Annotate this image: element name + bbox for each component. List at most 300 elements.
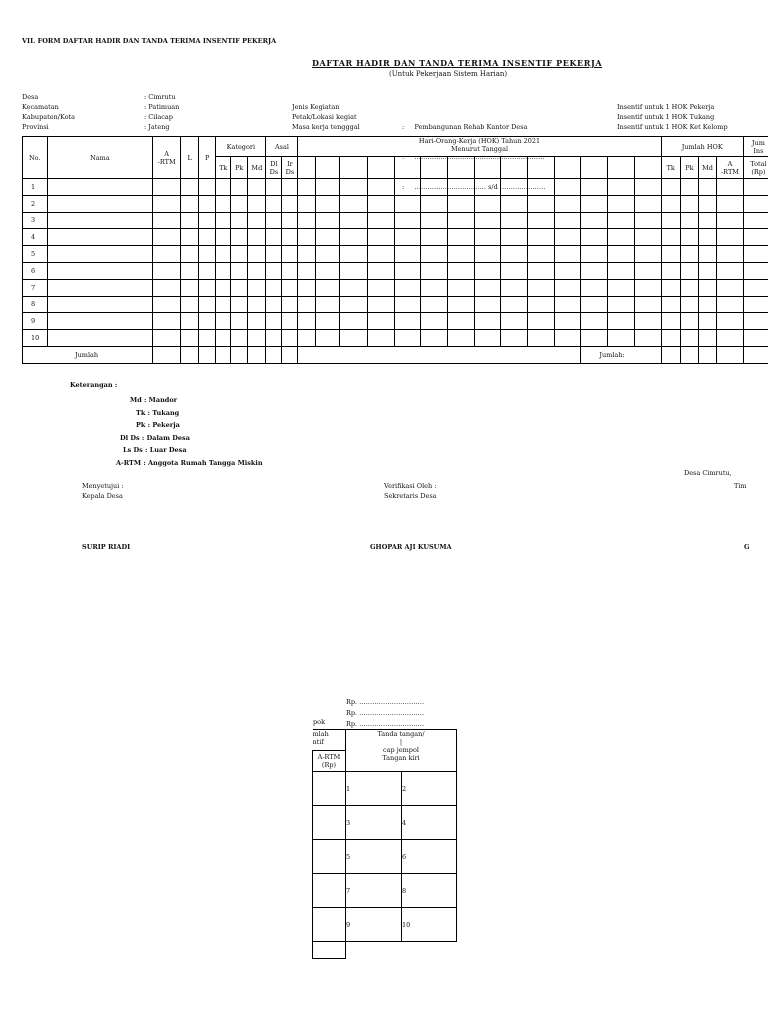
ttd-label: Tanda tangan/ bbox=[377, 730, 425, 738]
keterangan-item: Tk : Tukang bbox=[136, 408, 180, 417]
table-cell bbox=[717, 229, 744, 246]
table-cell bbox=[661, 246, 680, 263]
table-cell bbox=[153, 246, 181, 263]
table-cell bbox=[421, 313, 448, 330]
table-row bbox=[23, 246, 768, 263]
table-cell bbox=[717, 346, 744, 363]
table-cell bbox=[231, 346, 248, 363]
table-cell bbox=[340, 296, 368, 313]
rp-line-1: Rp. ………………………… bbox=[346, 698, 425, 706]
sekretaris-label: Sekretaris Desa bbox=[384, 492, 437, 500]
table-cell bbox=[661, 330, 680, 347]
table-cell bbox=[421, 279, 448, 296]
table-cell bbox=[248, 262, 266, 279]
date-col bbox=[634, 157, 661, 179]
hok-md: Md bbox=[698, 157, 716, 179]
p2-signature-cell: 6 bbox=[402, 840, 457, 874]
p2-signature-cell: 2 bbox=[402, 772, 457, 806]
info-kabupaten-value: : Cilacap bbox=[144, 113, 173, 121]
table-cell bbox=[421, 212, 448, 229]
table-cell bbox=[47, 246, 153, 263]
table-cell bbox=[153, 330, 181, 347]
table-cell bbox=[181, 195, 199, 212]
col-dl-ds: Dl Ds bbox=[266, 157, 282, 179]
table-cell bbox=[282, 229, 298, 246]
table-row bbox=[23, 296, 768, 313]
table-cell bbox=[181, 246, 199, 263]
table-cell bbox=[394, 246, 421, 263]
table-cell bbox=[199, 279, 216, 296]
table-cell bbox=[394, 179, 421, 196]
table-cell bbox=[298, 195, 315, 212]
table-cell bbox=[421, 296, 448, 313]
table-cell bbox=[501, 330, 528, 347]
table-cell bbox=[661, 262, 680, 279]
table-row bbox=[23, 330, 768, 347]
col-ir-ds: Ir Ds bbox=[282, 157, 298, 179]
table-cell bbox=[447, 262, 474, 279]
table-cell bbox=[743, 195, 768, 212]
table-cell bbox=[199, 212, 216, 229]
date-col bbox=[394, 157, 421, 179]
table-cell bbox=[394, 195, 421, 212]
table-cell bbox=[216, 279, 231, 296]
table-cell bbox=[231, 279, 248, 296]
table-cell bbox=[717, 296, 744, 313]
col-asal: Asal bbox=[266, 137, 298, 157]
table-cell bbox=[581, 229, 608, 246]
table-cell bbox=[315, 179, 340, 196]
table-cell bbox=[340, 313, 368, 330]
table-cell bbox=[248, 229, 266, 246]
table-cell bbox=[153, 229, 181, 246]
table-cell bbox=[340, 262, 368, 279]
table-cell bbox=[680, 330, 698, 347]
table-cell bbox=[181, 330, 199, 347]
col-no: No. bbox=[23, 137, 48, 179]
table-cell bbox=[743, 296, 768, 313]
verifikasi-label: Verifikasi Oleh : bbox=[384, 482, 437, 490]
table-cell bbox=[634, 279, 661, 296]
col-artm: A -RTM bbox=[153, 137, 181, 179]
table-cell bbox=[298, 179, 315, 196]
table-cell bbox=[266, 246, 282, 263]
place-date: Desa Cimrutu, bbox=[684, 469, 732, 477]
table-row bbox=[23, 212, 768, 229]
date-col bbox=[340, 157, 368, 179]
page-title: DAFTAR HADIR DAN TANDA TERIMA INSENTIF PEKERJA bbox=[312, 58, 603, 68]
table-cell bbox=[421, 246, 448, 263]
table-cell bbox=[340, 246, 368, 263]
p2-signature-cell: 7 bbox=[346, 874, 402, 908]
table-cell bbox=[181, 346, 199, 363]
table-cell bbox=[266, 229, 282, 246]
table-cell bbox=[680, 313, 698, 330]
table-cell bbox=[634, 262, 661, 279]
table-cell bbox=[367, 296, 394, 313]
table-cell bbox=[248, 179, 266, 196]
page-subtitle: (Untuk Pekerjaan Sistem Harian) bbox=[389, 70, 508, 78]
info-provinsi-label: Provinsi bbox=[22, 123, 49, 131]
table-cell bbox=[527, 229, 554, 246]
row-number: 3 bbox=[23, 212, 48, 229]
table-cell bbox=[231, 195, 248, 212]
table-cell bbox=[282, 262, 298, 279]
table-cell bbox=[266, 296, 282, 313]
table-cell bbox=[447, 313, 474, 330]
table-cell bbox=[634, 246, 661, 263]
table-cell bbox=[153, 313, 181, 330]
hok-subtitle: Menurut Tanggal bbox=[451, 145, 509, 153]
table-cell bbox=[501, 279, 528, 296]
table-cell bbox=[199, 262, 216, 279]
table-cell bbox=[554, 195, 581, 212]
table-cell bbox=[698, 279, 716, 296]
table-cell bbox=[266, 330, 282, 347]
rp-line-2: Rp. ………………………… bbox=[346, 709, 425, 717]
table-cell bbox=[527, 212, 554, 229]
p2-signature-cell: 1 bbox=[346, 772, 402, 806]
tim-label: Tim bbox=[734, 482, 747, 490]
table-cell bbox=[608, 212, 635, 229]
table-cell bbox=[474, 195, 501, 212]
signature-table bbox=[312, 729, 457, 959]
table-cell bbox=[394, 262, 421, 279]
info-desa-label: Desa bbox=[22, 93, 39, 101]
table-cell bbox=[266, 179, 282, 196]
p2-row bbox=[313, 772, 457, 806]
table-cell bbox=[447, 179, 474, 196]
keterangan-list bbox=[116, 394, 263, 470]
table-cell bbox=[216, 330, 231, 347]
table-cell bbox=[367, 212, 394, 229]
table-cell bbox=[47, 262, 153, 279]
table-cell bbox=[181, 212, 199, 229]
ttd-bar: | bbox=[399, 738, 403, 746]
p2-row bbox=[313, 908, 457, 942]
p2-signature-cell: 5 bbox=[346, 840, 402, 874]
table-cell bbox=[680, 279, 698, 296]
keterangan-item: A-RTM : Anggota Rumah Tangga Miskin bbox=[116, 458, 263, 467]
p2-row bbox=[313, 840, 457, 874]
table-cell bbox=[315, 279, 340, 296]
info-right bbox=[617, 102, 728, 132]
table-cell bbox=[581, 246, 608, 263]
row-number: 6 bbox=[23, 262, 48, 279]
table-cell bbox=[282, 179, 298, 196]
table-cell bbox=[153, 179, 181, 196]
table-cell bbox=[47, 296, 153, 313]
table-cell bbox=[47, 313, 153, 330]
info-mid-labels bbox=[292, 102, 360, 132]
table-cell bbox=[282, 212, 298, 229]
table-cell bbox=[153, 212, 181, 229]
table-cell bbox=[181, 179, 199, 196]
col-kategori: Kategori bbox=[216, 137, 266, 157]
table-cell bbox=[421, 195, 448, 212]
jumlah-gap bbox=[298, 346, 581, 363]
table-cell bbox=[527, 246, 554, 263]
table-cell bbox=[661, 346, 680, 363]
table-cell bbox=[282, 346, 298, 363]
table-cell bbox=[394, 330, 421, 347]
kepala-desa-label: Kepala Desa bbox=[82, 492, 123, 500]
jumlah-label: Jumlah bbox=[23, 346, 153, 363]
table-cell bbox=[474, 179, 501, 196]
table-cell bbox=[199, 330, 216, 347]
info-provinsi-value: : Jateng bbox=[144, 123, 170, 131]
table-cell bbox=[661, 195, 680, 212]
table-cell bbox=[634, 179, 661, 196]
table-row bbox=[23, 279, 768, 296]
table-cell bbox=[231, 229, 248, 246]
table-cell bbox=[634, 212, 661, 229]
table-cell bbox=[282, 330, 298, 347]
table-cell bbox=[581, 262, 608, 279]
table-cell bbox=[282, 313, 298, 330]
table-cell bbox=[743, 212, 768, 229]
table-cell bbox=[717, 246, 744, 263]
table-cell bbox=[680, 262, 698, 279]
table-cell bbox=[743, 346, 768, 363]
table-cell bbox=[47, 179, 153, 196]
table-cell bbox=[474, 313, 501, 330]
table-row bbox=[23, 195, 768, 212]
table-cell bbox=[743, 279, 768, 296]
table-row bbox=[23, 229, 768, 246]
table-cell bbox=[447, 279, 474, 296]
table-cell bbox=[661, 313, 680, 330]
table-cell bbox=[527, 296, 554, 313]
col-total: Total (Rp) bbox=[743, 157, 768, 179]
cap-jempol-label: cap jempol bbox=[383, 746, 419, 754]
table-cell bbox=[527, 179, 554, 196]
table-cell bbox=[501, 179, 528, 196]
hok-title: Hari-Orang-Kerja (HOK) Tahun 2021 bbox=[418, 137, 541, 145]
row-number: 10 bbox=[23, 330, 48, 347]
table-cell bbox=[216, 246, 231, 263]
table-cell bbox=[501, 212, 528, 229]
table-cell bbox=[447, 229, 474, 246]
table-cell bbox=[231, 212, 248, 229]
table-cell bbox=[153, 279, 181, 296]
table-cell bbox=[153, 195, 181, 212]
table-cell bbox=[698, 195, 716, 212]
table-cell bbox=[199, 195, 216, 212]
table-cell bbox=[153, 296, 181, 313]
table-cell bbox=[501, 296, 528, 313]
table-cell bbox=[581, 179, 608, 196]
table-cell bbox=[248, 246, 266, 263]
table-cell bbox=[340, 279, 368, 296]
table-cell bbox=[248, 346, 266, 363]
p2-row bbox=[313, 874, 457, 908]
table-cell bbox=[554, 262, 581, 279]
table-cell bbox=[680, 195, 698, 212]
table-cell bbox=[315, 212, 340, 229]
col-l: L bbox=[181, 137, 199, 179]
table-cell bbox=[581, 296, 608, 313]
table-cell bbox=[698, 296, 716, 313]
table-row bbox=[23, 262, 768, 279]
table-cell bbox=[581, 279, 608, 296]
date-col bbox=[527, 157, 554, 179]
table-cell bbox=[680, 296, 698, 313]
col-hok bbox=[298, 137, 661, 157]
table-cell bbox=[717, 313, 744, 330]
table-cell bbox=[581, 330, 608, 347]
menyetujui-label: Menyetujui : bbox=[82, 482, 124, 490]
table-cell bbox=[680, 212, 698, 229]
table-cell bbox=[248, 195, 266, 212]
table-cell bbox=[315, 246, 340, 263]
pok-label: pok bbox=[313, 718, 326, 726]
attendance-table bbox=[22, 136, 768, 364]
table-cell bbox=[47, 229, 153, 246]
table-cell bbox=[743, 246, 768, 263]
info-desa-value: : Cimrutu bbox=[144, 93, 176, 101]
table-cell bbox=[698, 179, 716, 196]
signer-kepala: SURIP RIADI bbox=[82, 543, 131, 551]
col-p: P bbox=[199, 137, 216, 179]
table-cell bbox=[216, 262, 231, 279]
p2-artm: A-RTM (Rp) bbox=[313, 751, 346, 772]
table-cell bbox=[661, 179, 680, 196]
table-cell bbox=[608, 262, 635, 279]
hok-tk: Tk bbox=[661, 157, 680, 179]
table-cell bbox=[394, 279, 421, 296]
date-col bbox=[315, 157, 340, 179]
date-col bbox=[447, 157, 474, 179]
table-cell bbox=[608, 179, 635, 196]
table-cell bbox=[340, 229, 368, 246]
table-cell bbox=[474, 296, 501, 313]
table-cell bbox=[340, 212, 368, 229]
table-cell bbox=[298, 262, 315, 279]
table-cell bbox=[501, 262, 528, 279]
table-cell bbox=[421, 229, 448, 246]
table-cell bbox=[47, 279, 153, 296]
table-cell bbox=[367, 246, 394, 263]
table-cell bbox=[661, 296, 680, 313]
table-cell bbox=[554, 296, 581, 313]
table-cell bbox=[554, 313, 581, 330]
table-cell bbox=[298, 229, 315, 246]
table-cell bbox=[661, 229, 680, 246]
table-row bbox=[23, 179, 768, 196]
p2-signature-cell: 8 bbox=[402, 874, 457, 908]
table-cell bbox=[266, 313, 282, 330]
table-cell bbox=[698, 246, 716, 263]
p2-jumlah-insentif: mlah ntif bbox=[313, 730, 346, 751]
table-cell bbox=[266, 346, 282, 363]
table-cell bbox=[421, 330, 448, 347]
table-cell bbox=[248, 330, 266, 347]
table-cell bbox=[282, 195, 298, 212]
table-cell bbox=[698, 346, 716, 363]
table-cell bbox=[367, 179, 394, 196]
table-cell bbox=[581, 313, 608, 330]
row-number: 5 bbox=[23, 246, 48, 263]
table-cell bbox=[231, 179, 248, 196]
p2-empty bbox=[346, 942, 457, 959]
table-cell bbox=[298, 246, 315, 263]
table-cell bbox=[501, 246, 528, 263]
date-col bbox=[501, 157, 528, 179]
table-cell bbox=[282, 246, 298, 263]
p2-ttd-header bbox=[346, 730, 457, 772]
row-number: 2 bbox=[23, 195, 48, 212]
table-cell bbox=[266, 212, 282, 229]
table-cell bbox=[581, 195, 608, 212]
table-cell bbox=[216, 179, 231, 196]
table-cell bbox=[501, 313, 528, 330]
table-cell bbox=[340, 330, 368, 347]
table-cell bbox=[216, 229, 231, 246]
table-cell bbox=[231, 262, 248, 279]
section-title: VII. FORM DAFTAR HADIR DAN TANDA TERIMA INSENTIF PEKERJA bbox=[22, 37, 277, 45]
table-cell bbox=[199, 296, 216, 313]
table-cell bbox=[680, 346, 698, 363]
table-cell bbox=[447, 195, 474, 212]
table-cell bbox=[199, 313, 216, 330]
table-cell bbox=[181, 229, 199, 246]
table-cell bbox=[634, 313, 661, 330]
table-cell bbox=[181, 279, 199, 296]
p2-signature-cell: 3 bbox=[346, 806, 402, 840]
table-cell bbox=[661, 279, 680, 296]
table-cell bbox=[340, 195, 368, 212]
table-cell bbox=[282, 279, 298, 296]
table-cell bbox=[315, 313, 340, 330]
col-md: Md bbox=[248, 157, 266, 179]
table-cell bbox=[153, 346, 181, 363]
table-cell bbox=[447, 330, 474, 347]
signer-tim: G bbox=[744, 543, 750, 551]
table-cell bbox=[743, 313, 768, 330]
table-cell bbox=[367, 330, 394, 347]
table-cell bbox=[367, 195, 394, 212]
keterangan-item: Pk : Pekerja bbox=[136, 421, 180, 430]
keterangan-item: Dl Ds : Dalam Desa bbox=[120, 433, 190, 442]
table-cell bbox=[367, 313, 394, 330]
table-cell bbox=[554, 179, 581, 196]
info-insentif-tukang: Insentif untuk 1 HOK Tukang bbox=[617, 113, 715, 121]
table-cell bbox=[474, 330, 501, 347]
table-cell bbox=[634, 229, 661, 246]
table-cell bbox=[527, 313, 554, 330]
p2-signature-cell: 9 bbox=[346, 908, 402, 942]
table-cell bbox=[231, 246, 248, 263]
keterangan-title: Keterangan : bbox=[70, 381, 118, 389]
p2-cell bbox=[313, 772, 346, 806]
col-jumlah-insentif: Jum Ins bbox=[743, 137, 768, 157]
row-number: 4 bbox=[23, 229, 48, 246]
date-col bbox=[298, 157, 315, 179]
table-cell bbox=[340, 179, 368, 196]
p2-cell bbox=[313, 840, 346, 874]
tangan-kiri-label: Tangan kiri bbox=[382, 754, 420, 762]
info-jenis-label: Jenis Kegiatan bbox=[292, 103, 340, 111]
p2-cell bbox=[313, 874, 346, 908]
table-cell bbox=[298, 296, 315, 313]
date-col bbox=[421, 157, 448, 179]
table-cell bbox=[554, 246, 581, 263]
p2-row bbox=[313, 806, 457, 840]
p2-signature-cell: 4 bbox=[402, 806, 457, 840]
table-cell bbox=[447, 296, 474, 313]
info-masa-value: : …………………………… s/d ………………… bbox=[402, 183, 546, 191]
